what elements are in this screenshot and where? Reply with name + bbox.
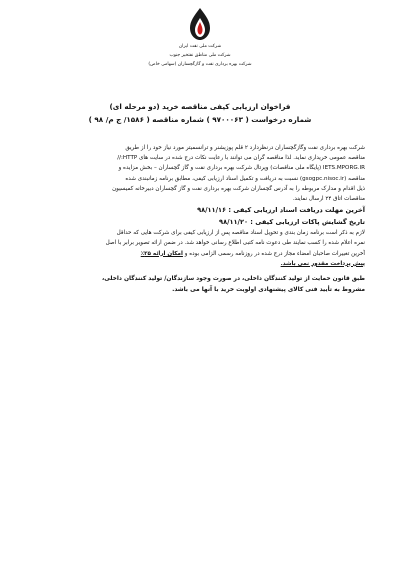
org-line-1: شرکت ملی نفت ایران <box>178 44 222 49</box>
org-line-2: شرکت ملی مناطق نفتخیز جنوب <box>169 53 231 58</box>
org-line-3: شرکت بهره برداری نفت و گازگچساران (سهامی خاص) <box>148 62 252 67</box>
conditions-line-4: پیش پرداخت مقدور نمی باشد. <box>280 260 365 267</box>
opening-date: تاریخ گشایش پاکات ارزیابی کیفی : ۹۸/۱۱/۲۰ <box>219 218 365 227</box>
conditions-paragraph <box>35 228 365 269</box>
organization-names <box>140 42 260 69</box>
domestic-line-1: طبق قانون حمایت از تولید کنندگان داخلی، در صورت وجود سازندگان/ تولید کنندگان داخلی، <box>102 276 365 283</box>
conditions-line-3 <box>35 249 365 259</box>
notice-title <box>60 100 340 126</box>
title-line-2: شماره درخواست ( ۹۷۰۰۰۶۳ ) شماره مناقصه ( ۱۵۸۶/ ج م/ ۹۸ ) <box>88 115 312 124</box>
oil-company-logo-icon <box>185 6 215 42</box>
prepayment-note: امکان ارائه ۲۵٪ <box>140 250 183 257</box>
domestic-line-2: مشروط به تأیید فنی کالای پیشنهادی اولویت خرید با آنها می باشد. <box>172 287 365 294</box>
intro-line-3: IETS.MPORG.IR (پایگاه ملی مناقصات) وپرتال شرکت بهره برداری نفت و گاز گچساران – بخش مزایده و <box>118 165 365 172</box>
title-line-1: فراخوان ارزیابی کیفی مناقصه خرید (دو مرحله ای) <box>109 102 291 111</box>
domestic-support-note <box>35 274 365 296</box>
notice-body <box>35 143 365 302</box>
intro-line-2: مناقصه عمومی خریداری نماید. لذا مناقصه گران می توانند با رعایت نکات درج شده در سایت های HTTP:// <box>117 155 365 162</box>
conditions-line-1: لازم به ذکر است برنامه زمان بندی و تحویل اسناد مناقصه پس از ارزیابی کیفی برای شرکت هایی که حداقل <box>116 230 365 237</box>
document-deadline: آخرین مهلت دریافت اسناد ارزیابی کیفی : ۹۸/۱۱/۱۶ <box>197 206 365 215</box>
intro-line-1: شرکت بهره برداری نفت وگازگچساران درنظردارد ۲ قلم پوزیشنر و ترانسمیتر مورد نیاز خود را از طریق <box>125 145 365 151</box>
header-block <box>0 6 400 42</box>
intro-paragraph <box>35 143 365 204</box>
conditions-line-3-text: آخرین تغییرات صاحبان امضاء مجاز درج شده در روزنامه رسمی الزامی بوده و <box>184 250 365 257</box>
conditions-line-2: نمره اعلام شده را کسب نمایند طی دعوت نامه کتبی اطلاع رسانی خواهد شد. در ضمن ارائه تصویر برابر با اصل <box>105 240 365 247</box>
intro-line-6: مناقصات اتاق ۲۴ ارسال نمایند. <box>292 196 365 203</box>
intro-line-4: مناقصه (gsogpc.nisoc.ir) نسبت به دریافت و تکمیل اسناد ارزیابی کیفی، مطابق برنامه زمانبندی شده <box>125 175 365 182</box>
intro-line-5: ذیل اقدام و مدارک مربوطه را به آدرس گچساران شرکت بهره برداری نفت و گاز گچساران دبیرخانه کمیسیون <box>112 185 365 192</box>
